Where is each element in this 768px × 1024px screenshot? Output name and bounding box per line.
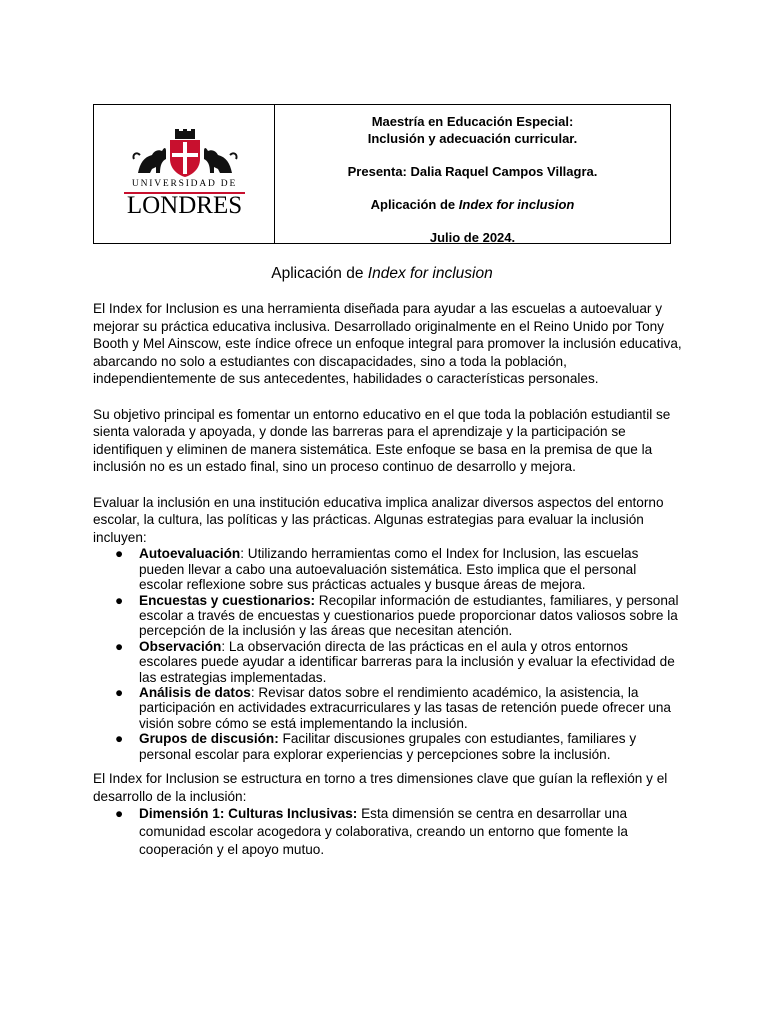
paragraph: Su objetivo principal es fomentar un entorno educativo en el que toda la población estudiantil se sienta valorada y apoyada, y donde las barreras para el aprendizaje y la participación se identifiquen y eliminen de manera sistemática. Este enfoque se basa en la premisa de que la inclusión no es un estado final, sino un proceso continuo de desarrollo y mejora. <box>93 406 671 475</box>
university-crest-icon <box>130 129 240 179</box>
strategies-list <box>93 546 683 762</box>
document-body <box>93 300 683 859</box>
paragraph: Evaluar la inclusión en una institución educativa implica analizar diversos aspectos del entorno escolar, la cultura, las políticas y las prácticas. Algunas estrategias para evaluar la inclusión incluyen: <box>93 494 664 545</box>
list-item: ● Grupos de discusión: Facilitar discusiones grupales con estudiantes, familiares y personal escolar para explorar experiencias y percepciones sobre la inclusión. <box>115 731 637 762</box>
date: Julio de 2024. <box>429 230 516 245</box>
bullet-icon: ● <box>115 546 124 562</box>
list-item: ● Encuestas y cuestionarios: Recopilar información de estudiantes, familiares, y personal escolar a través de encuestas y cuestionarios puede proporcionar datos valiosos sobre la percepción de la inclusión y las áreas que necesitan atención. <box>115 592 679 639</box>
bullet-icon: ● <box>115 638 124 654</box>
bullet-icon: ● <box>115 592 124 608</box>
list-item: ● Análisis de datos: Revisar datos sobre el rendimiento académico, la asistencia, la participación en actividades extracurriculares y las tasas de retención puede ofrecer una visión sobre cómo se está implementando la inclusión. <box>115 684 671 731</box>
header-table <box>93 104 671 244</box>
application-line: Aplicación de Index for inclusion <box>370 197 575 212</box>
bullet-icon: ● <box>115 806 124 822</box>
presenter: Presenta: Dalia Raquel Campos Villagra. <box>347 164 598 179</box>
program-title: Maestría en Educación Especial: <box>371 114 574 129</box>
bullet-icon: ● <box>115 684 124 700</box>
bullet-icon: ● <box>115 731 124 747</box>
paragraph: El Index for Inclusion es una herramienta diseñada para ayudar a las escuelas a autoevaluar y mejorar su práctica educativa inclusiva. Desarrollado originalmente en el Reino Unido por Tony Booth y Mel Ainscow, este índice ofrece un enfoque integral para promover la inclusión educativa, abarcando no solo a estudiantes con discapacidades, sino a toda la población, independientemente de sus antecedentes, habilidades o características personales. <box>93 301 682 387</box>
logo-cell <box>94 105 275 243</box>
document-title: Aplicación de Index for inclusion <box>271 265 493 282</box>
logo-londres-text: LONDRES <box>126 192 243 219</box>
program-subtitle: Inclusión y adecuación curricular. <box>367 131 578 146</box>
logo-university-text: UNIVERSIDAD DE <box>131 179 238 189</box>
list-item: ● Dimensión 1: Culturas Inclusivas: Esta dimensión se centra en desarrollar una comunidad escolar acogedora y colaborativa, creando un entorno que fomente la cooperación y el apoyo mutuo. <box>115 806 628 858</box>
header-info <box>275 105 670 243</box>
dimensions-list <box>93 805 683 859</box>
list-item: ● Autoevaluación: Utilizando herramientas como el Index for Inclusion, las escuelas pueden llevar a cabo una autoevaluación sistemática. Esto implica que el personal escolar reflexione sobre sus prácticas actuales y busque áreas de mejora. <box>115 546 639 593</box>
list-item: ● Observación: La observación directa de las prácticas en el aula y otros entornos escolares puede ayudar a identificar barreras para la inclusión y evaluar la efectividad de las estrategias implementadas. <box>115 638 675 685</box>
paragraph: El Index for Inclusion se estructura en torno a tres dimensiones clave que guían la reflexión y el desarrollo de la inclusión: <box>93 771 668 804</box>
